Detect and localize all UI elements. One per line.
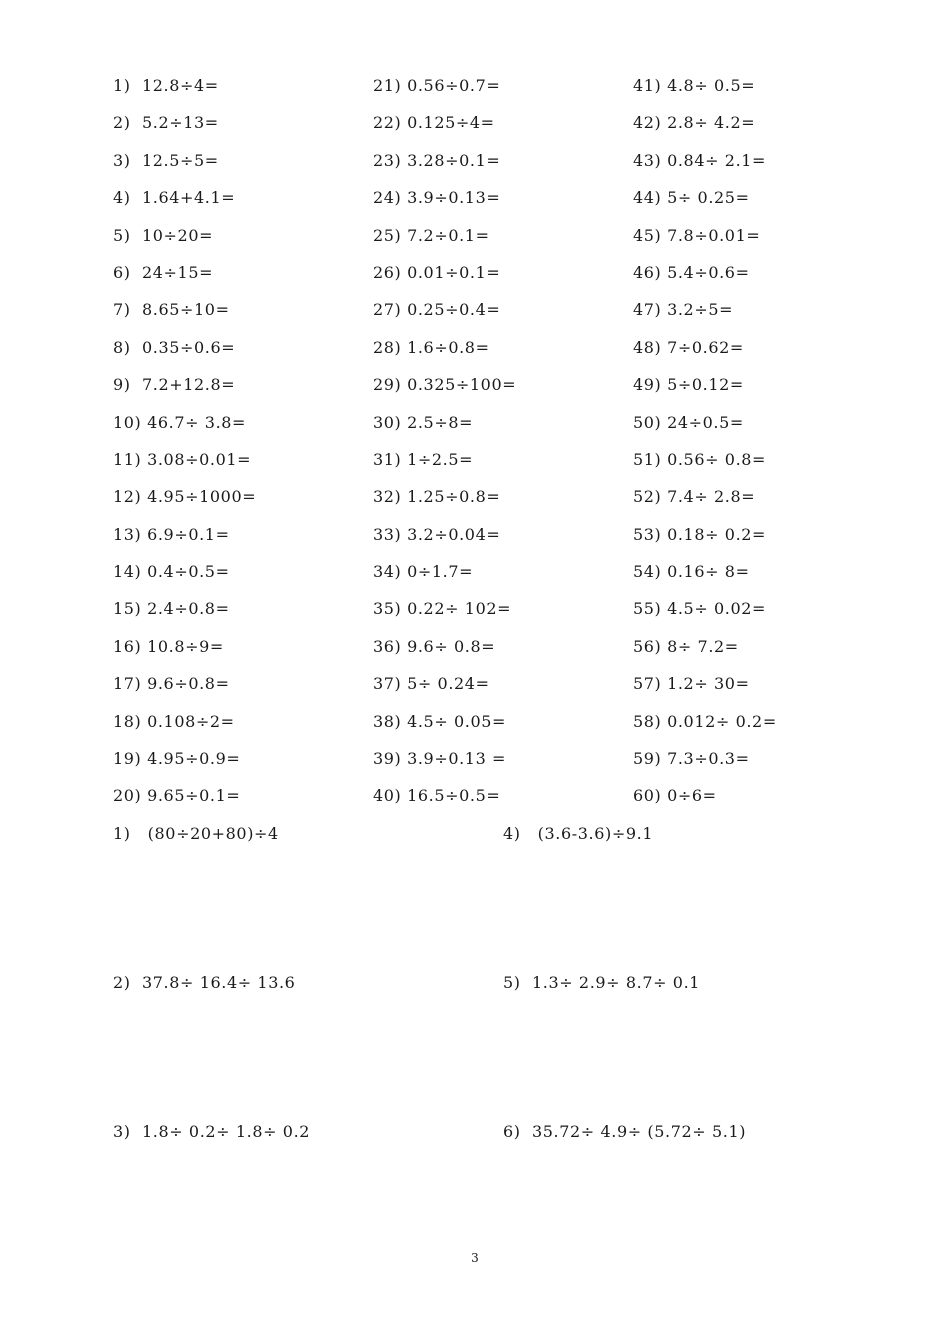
problem-4: 4) (3.6-3.6)÷9.1 bbox=[503, 824, 654, 843]
exercise-6: 6) 24÷15= bbox=[113, 262, 214, 282]
problem-5: 5) 1.3÷ 2.9÷ 8.7÷ 0.1 bbox=[503, 973, 701, 992]
page-number: 3 bbox=[471, 1251, 479, 1265]
exercise-57: 57) 1.2÷ 30= bbox=[633, 674, 750, 694]
exercise-26: 26) 0.01÷0.1= bbox=[373, 262, 501, 282]
exercise-16: 16) 10.8÷9= bbox=[113, 636, 224, 656]
exercise-35: 35) 0.22÷ 102= bbox=[373, 599, 512, 619]
exercise-21: 21) 0.56÷0.7= bbox=[373, 76, 501, 95]
exercise-38: 38) 4.5÷ 0.05= bbox=[373, 711, 507, 731]
exercise-25: 25) 7.2÷0.1= bbox=[373, 225, 490, 245]
exercise-53: 53) 0.18÷ 0.2= bbox=[633, 524, 767, 544]
exercise-48: 48) 7÷0.62= bbox=[633, 337, 744, 357]
problem-3: 3) 1.8÷ 0.2÷ 1.8÷ 0.2 bbox=[113, 1122, 311, 1141]
exercise-column-1 bbox=[113, 76, 363, 824]
exercise-56: 56) 8÷ 7.2= bbox=[633, 636, 739, 656]
exercise-59: 59) 7.3÷0.3= bbox=[633, 749, 750, 769]
exercise-46: 46) 5.4÷0.6= bbox=[633, 262, 750, 282]
problem-2: 2) 37.8÷ 16.4÷ 13.6 bbox=[113, 973, 296, 992]
exercise-60: 60) 0÷6= bbox=[633, 786, 717, 806]
exercise-1: 1) 12.8÷4= bbox=[113, 76, 219, 95]
exercise-14: 14) 0.4÷0.5= bbox=[113, 562, 230, 582]
exercise-8: 8) 0.35÷0.6= bbox=[113, 337, 236, 357]
exercise-column-3 bbox=[633, 76, 883, 824]
exercise-9: 9) 7.2+12.8= bbox=[113, 375, 236, 395]
exercise-58: 58) 0.012÷ 0.2= bbox=[633, 711, 777, 731]
exercise-22: 22) 0.125÷4= bbox=[373, 113, 495, 133]
exercise-33: 33) 3.2÷0.04= bbox=[373, 524, 501, 544]
exercise-5: 5) 10÷20= bbox=[113, 225, 214, 245]
exercise-19: 19) 4.95÷0.9= bbox=[113, 749, 241, 769]
exercise-44: 44) 5÷ 0.25= bbox=[633, 188, 750, 208]
exercise-41: 41) 4.8÷ 0.5= bbox=[633, 76, 756, 95]
exercise-28: 28) 1.6÷0.8= bbox=[373, 337, 490, 357]
exercise-4: 4) 1.64+4.1= bbox=[113, 188, 236, 208]
exercise-12: 12) 4.95÷1000= bbox=[113, 487, 257, 507]
exercise-34: 34) 0÷1.7= bbox=[373, 562, 474, 582]
exercise-17: 17) 9.6÷0.8= bbox=[113, 674, 230, 694]
exercise-49: 49) 5÷0.12= bbox=[633, 375, 744, 395]
exercise-45: 45) 7.8÷0.01= bbox=[633, 225, 761, 245]
exercise-54: 54) 0.16÷ 8= bbox=[633, 562, 750, 582]
exercise-37: 37) 5÷ 0.24= bbox=[373, 674, 490, 694]
exercise-51: 51) 0.56÷ 0.8= bbox=[633, 449, 767, 469]
exercise-52: 52) 7.4÷ 2.8= bbox=[633, 487, 756, 507]
exercise-2: 2) 5.2÷13= bbox=[113, 113, 219, 133]
exercise-23: 23) 3.28÷0.1= bbox=[373, 150, 501, 170]
exercise-47: 47) 3.2÷5= bbox=[633, 300, 734, 320]
exercise-50: 50) 24÷0.5= bbox=[633, 412, 744, 432]
exercise-24: 24) 3.9÷0.13= bbox=[373, 188, 501, 208]
exercise-13: 13) 6.9÷0.1= bbox=[113, 524, 230, 544]
exercise-3: 3) 12.5÷5= bbox=[113, 150, 219, 170]
exercise-42: 42) 2.8÷ 4.2= bbox=[633, 113, 756, 133]
exercise-43: 43) 0.84÷ 2.1= bbox=[633, 150, 767, 170]
exercise-55: 55) 4.5÷ 0.02= bbox=[633, 599, 767, 619]
problem-1: 1) (80÷20+80)÷4 bbox=[113, 824, 279, 843]
exercise-32: 32) 1.25÷0.8= bbox=[373, 487, 501, 507]
exercise-10: 10) 46.7÷ 3.8= bbox=[113, 412, 247, 432]
exercise-39: 39) 3.9÷0.13 = bbox=[373, 749, 507, 769]
exercise-15: 15) 2.4÷0.8= bbox=[113, 599, 230, 619]
exercise-36: 36) 9.6÷ 0.8= bbox=[373, 636, 496, 656]
exercise-7: 7) 8.65÷10= bbox=[113, 300, 230, 320]
exercise-31: 31) 1÷2.5= bbox=[373, 449, 474, 469]
exercise-30: 30) 2.5÷8= bbox=[373, 412, 474, 432]
exercise-11: 11) 3.08÷0.01= bbox=[113, 449, 252, 469]
problem-6: 6) 35.72÷ 4.9÷ (5.72÷ 5.1) bbox=[503, 1122, 747, 1141]
exercise-29: 29) 0.325÷100= bbox=[373, 375, 517, 395]
exercise-column-2 bbox=[373, 76, 623, 824]
exercise-27: 27) 0.25÷0.4= bbox=[373, 300, 501, 320]
exercise-20: 20) 9.65÷0.1= bbox=[113, 786, 241, 806]
exercise-40: 40) 16.5÷0.5= bbox=[373, 786, 501, 806]
exercise-18: 18) 0.108÷2= bbox=[113, 711, 235, 731]
